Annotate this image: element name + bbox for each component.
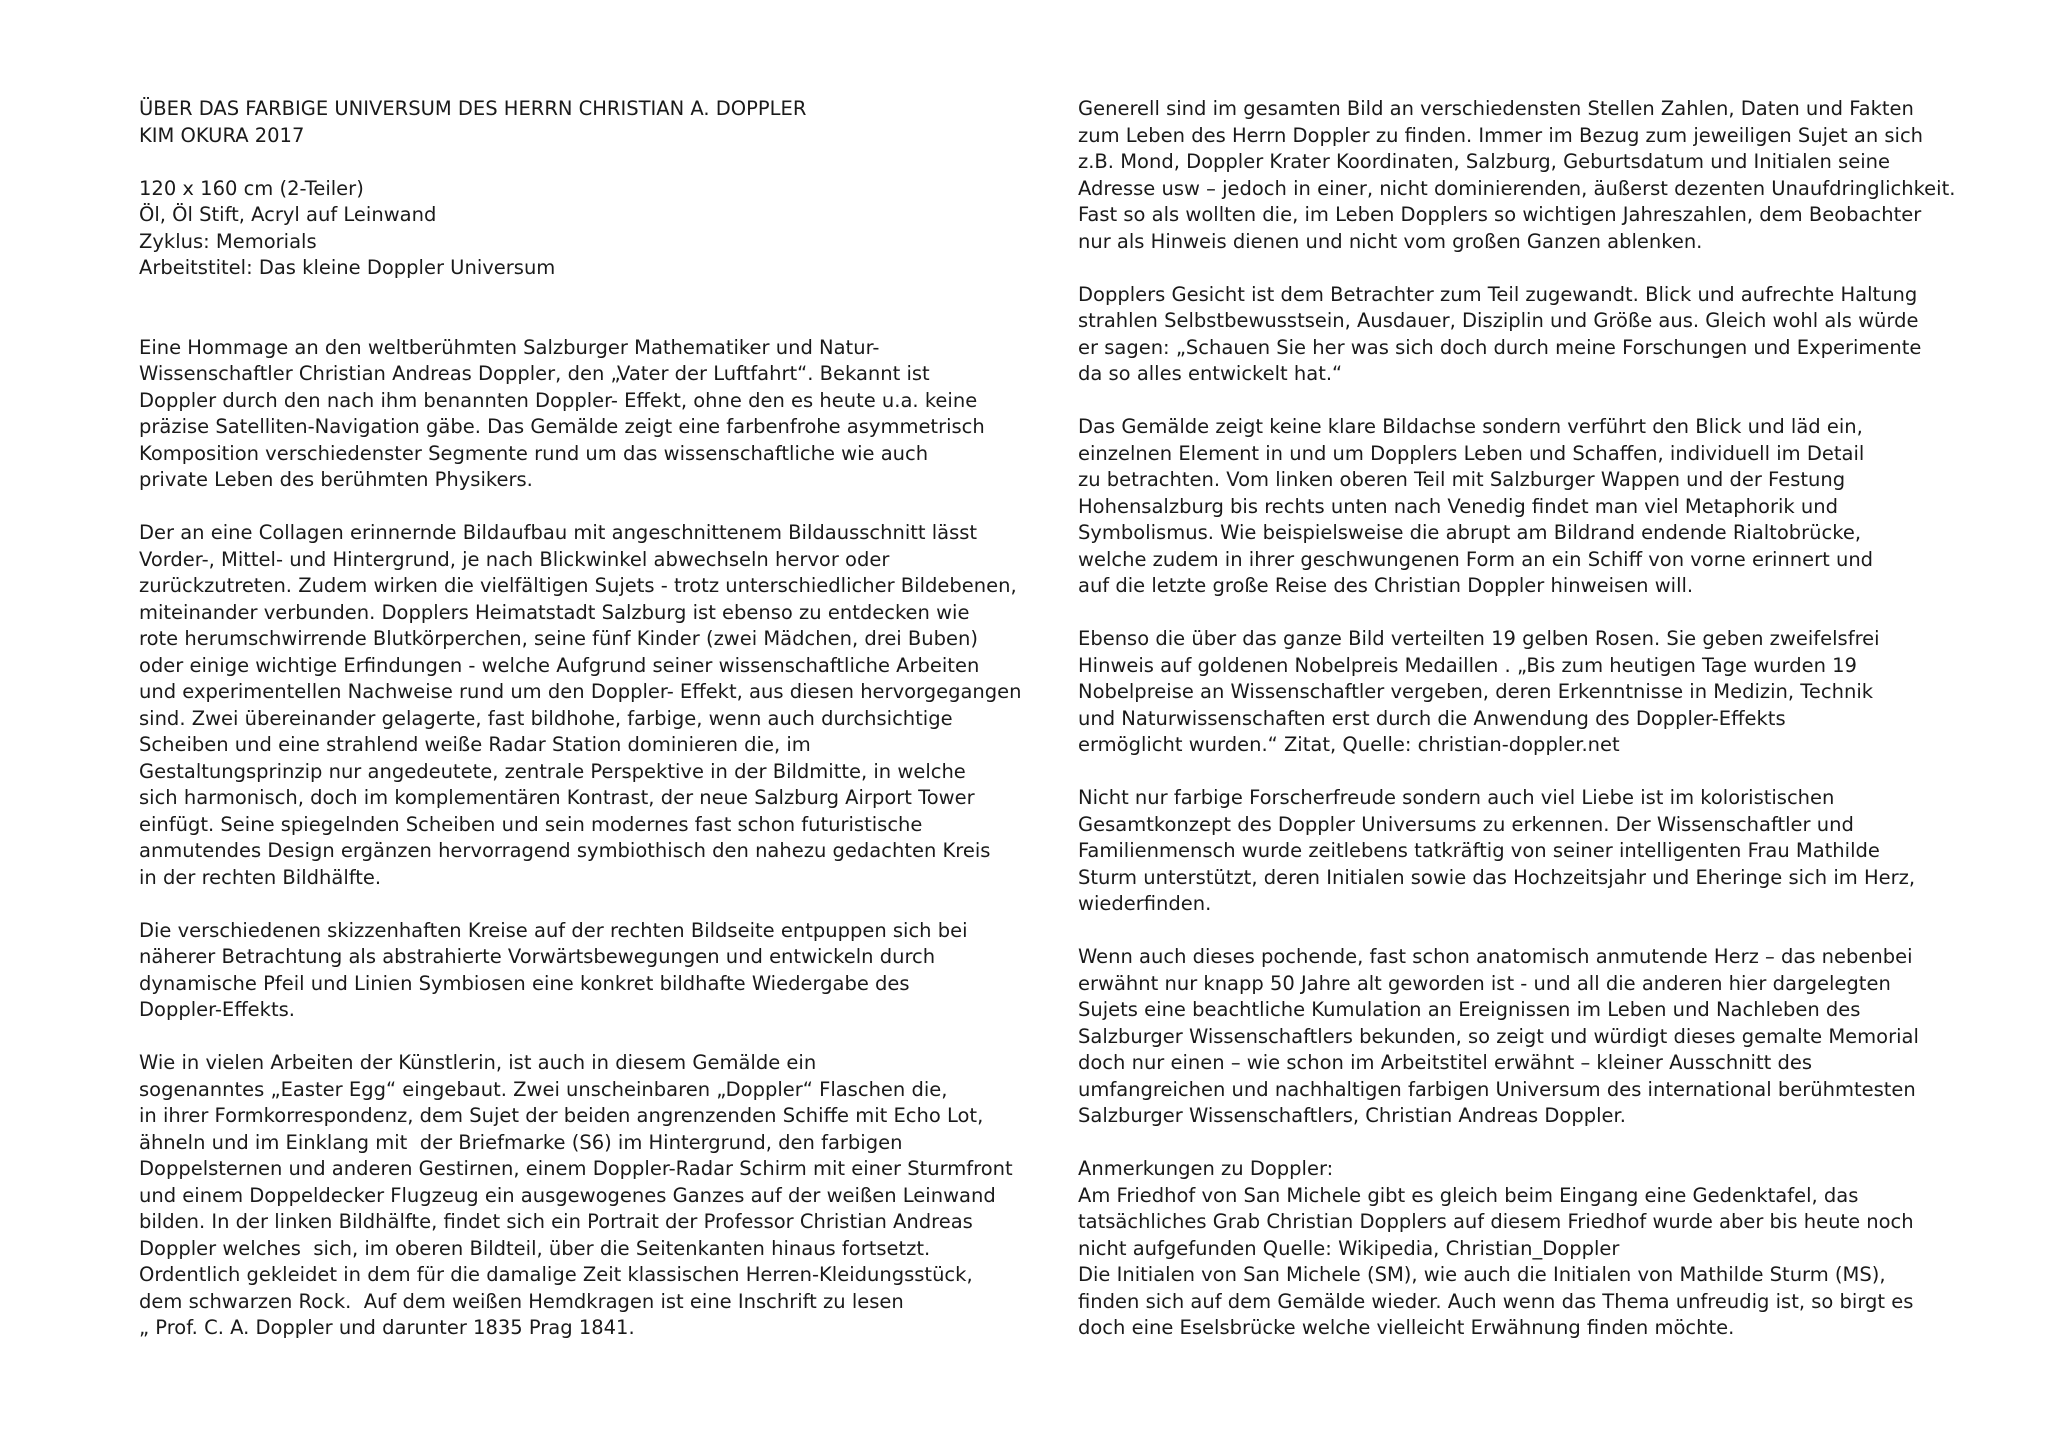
text-line: sind. Zwei übereinander gelagerte, fast bildhohe, farbige, wenn auch durchsichtige — [139, 706, 953, 730]
text-line: erwähnt nur knapp 50 Jahre alt geworden ist - und all die anderen hier dargelegten — [1078, 971, 1891, 995]
text-line: Dopplers Gesicht ist dem Betrachter zum Teil zugewandt. Blick und aufrechte Haltung — [1078, 282, 1918, 306]
text-line: Salzburger Wissenschaftlers, Christian Andreas Doppler. — [1078, 1104, 1626, 1127]
text-line: Familienmensch wurde zeitlebens tatkräftig von seiner intelligenten Frau Mathilde — [1078, 839, 1880, 862]
text-line: Nicht nur farbige Forscherfreude sondern auch viel Liebe ist im koloristischen — [1078, 786, 1835, 809]
text-line: ähneln und im Einklang mit der Briefmarke (S6) im Hintergrund, den farbigen — [139, 1130, 903, 1154]
text-line: Salzburger Wissenschaftlers bekunden, so zeigt und würdigt dieses gemalte Memorial — [1078, 1024, 1919, 1048]
text-line: finden sich auf dem Gemälde wieder. Auch wenn das Thema unfreudig ist, so birgt es — [1078, 1289, 1914, 1313]
text-line: Wenn auch dieses pochende, fast schon anatomisch anmutende Herz – das nebenbei — [1078, 945, 1913, 968]
text-line: da so alles entwickelt hat.“ — [1078, 362, 1343, 385]
text-line: dem schwarzen Rock. Auf dem weißen Hemdkragen ist eine Inschrift zu lesen — [139, 1289, 904, 1313]
text-line: Doppler welches sich, im oberen Bildteil, über die Seitenkanten hinaus fortsetzt. — [139, 1236, 931, 1260]
text-line: Der an eine Collagen erinnernde Bildaufbau mit angeschnittenem Bildausschnitt lässt — [139, 521, 978, 544]
text-line: Ebenso die über das ganze Bild verteilten 19 gelben Rosen. Sie geben zweifelsfrei — [1078, 627, 1880, 650]
text-line: rote herumschwirrende Blutkörperchen, seine fünf Kinder (zwei Mädchen, drei Buben) — [139, 627, 979, 650]
detail-line: Zyklus: Memorials — [139, 229, 317, 253]
text-line: Nobelpreise an Wissenschaftler vergeben, deren Erkenntnisse in Medizin, Technik — [1078, 680, 1874, 703]
text-line: in der rechten Bildhälfte. — [139, 865, 382, 889]
text-line: Hinweis auf goldenen Nobelpreis Medaillen . „Bis zum heutigen Tage wurden 19 — [1078, 653, 1857, 677]
paragraph — [139, 520, 1059, 891]
text-line: auf die letzte große Reise des Christian Doppler hinweisen will. — [1078, 574, 1694, 597]
paragraph — [1078, 626, 2018, 759]
text-line: und Naturwissenschaften erst durch die Anwendung des Doppler-Effekts — [1078, 706, 1786, 730]
text-line: näherer Betrachtung als abstrahierte Vorwärtsbewegungen und entwickeln durch — [139, 945, 936, 968]
text-line: Wissenschaftler Christian Andreas Doppler, den „Vater der Luftfahrt“. Bekannt ist — [139, 362, 930, 385]
text-line: zum Leben des Herrn Doppler zu finden. Immer im Bezug zum jeweiligen Sujet an sich — [1078, 123, 1924, 147]
text-line: Komposition verschiedenster Segmente rund um das wissenschaftliche wie auch — [139, 441, 929, 465]
text-line: Gesamtkonzept des Doppler Universums zu erkennen. Der Wissenschaftler und — [1078, 812, 1854, 836]
text-line: Das Gemälde zeigt keine klare Bildachse sondern verführt den Blick und läd ein, — [1078, 415, 1863, 438]
text-line: „ Prof. C. A. Doppler und darunter 1835 Prag 1841. — [139, 1316, 635, 1339]
text-line: ermöglicht wurden.“ Zitat, Quelle: christian-doppler.net — [1078, 733, 1620, 756]
text-line: zurückzutreten. Zudem wirken die vielfältigen Sujets - trotz unterschiedlicher Bildebenen, — [139, 574, 1017, 597]
text-line: Sturm unterstützt, deren Initialen sowie das Hochzeitsjahr und Eheringe sich im Herz, — [1078, 865, 1916, 889]
left-body-text — [139, 335, 1059, 1342]
text-line: miteinander verbunden. Dopplers Heimatstadt Salzburg ist ebenso zu entdecken wie — [139, 600, 970, 624]
text-line: Eine Hommage an den weltberühmten Salzburger Mathematiker und Natur- — [139, 335, 880, 359]
text-line: Anmerkungen zu Doppler: — [1078, 1157, 1334, 1180]
paragraph — [1078, 785, 2018, 918]
paragraph — [1078, 96, 2018, 255]
text-line: einzelnen Element in und um Dopplers Leben und Schaffen, individuell im Detail — [1078, 441, 1865, 465]
text-line: Die verschiedenen skizzenhaften Kreise auf der rechten Bildseite entpuppen sich bei — [139, 918, 968, 942]
paragraph — [1078, 1156, 2018, 1342]
text-line: Vorder-, Mittel- und Hintergrund, je nach Blickwinkel abwechseln hervor oder — [139, 547, 890, 571]
text-line: und einem Doppeldecker Flugzeug ein ausgewogenes Ganzes auf der weißen Leinwand — [139, 1183, 996, 1207]
left-column — [139, 96, 1059, 1342]
text-line: und experimentellen Nachweise rund um den Doppler- Effekt, aus diesen hervorgegangen — [139, 680, 1022, 703]
text-line: Ordentlich gekleidet in dem für die damalige Zeit klassischen Herren-Kleidungsstück, — [139, 1263, 973, 1286]
paragraph — [139, 335, 1059, 494]
text-line: er sagen: „Schauen Sie her was sich doch durch meine Forschungen und Experimente — [1078, 335, 1922, 359]
paragraph — [139, 918, 1059, 1024]
text-line: tatsächliches Grab Christian Dopplers auf diesem Friedhof wurde aber bis heute noch — [1078, 1210, 1914, 1233]
text-line: Generell sind im gesamten Bild an verschiedensten Stellen Zahlen, Daten und Fakten — [1078, 97, 1914, 120]
text-line: doch nur einen – wie schon im Arbeitstitel erwähnt – kleiner Ausschnitt des — [1078, 1051, 1812, 1074]
text-line: doch eine Eselsbrücke welche vielleicht Erwähnung finden möchte. — [1078, 1316, 1735, 1339]
text-line: Adresse usw – jedoch in einer, nicht dominierenden, äußerst dezenten Unaufdringlichkeit. — [1078, 176, 1956, 200]
text-line: zu betrachten. Vom linken oberen Teil mit Salzburger Wappen und der Festung — [1078, 468, 1846, 491]
text-line: anmutendes Design ergänzen hervorragend symbiothisch den nahezu gedachten Kreis — [139, 839, 991, 862]
paragraph — [1078, 944, 2018, 1130]
text-line: einfügt. Seine spiegelnden Scheiben und sein modernes fast schon futuristische — [139, 812, 923, 836]
text-line: strahlen Selbstbewusstsein, Ausdauer, Disziplin und Größe aus. Gleich wohl als würde — [1078, 309, 1919, 332]
text-line: Am Friedhof von San Michele gibt es gleich beim Eingang eine Gedenktafel, das — [1078, 1183, 1859, 1207]
right-column — [1078, 96, 2018, 1342]
text-line: Sujets eine beachtliche Kumulation an Ereignissen im Leben und Nachleben des — [1078, 998, 1861, 1021]
text-line: Die Initialen von San Michele (SM), wie auch die Initialen von Mathilde Sturm (MS), — [1078, 1263, 1886, 1286]
text-line: wiederfinden. — [1078, 892, 1212, 915]
text-line: umfangreichen und nachhaltigen farbigen Universum des international berühmtesten — [1078, 1077, 1916, 1101]
artwork-details — [139, 176, 1059, 282]
text-line: Symbolismus. Wie beispielsweise die abrupt am Bildrand endende Rialtobrücke, — [1078, 521, 1862, 544]
text-line: dynamische Pfeil und Linien Symbiosen eine konkret bildhafte Wiedergabe des — [139, 971, 910, 995]
paragraph — [1078, 414, 2018, 600]
text-line: sogenanntes „Easter Egg“ eingebaut. Zwei unscheinbaren „Doppler“ Flaschen die, — [139, 1077, 948, 1101]
detail-line: Öl, Öl Stift, Acryl auf Leinwand — [139, 203, 437, 226]
text-line: nicht aufgefunden Quelle: Wikipedia, Christian_Doppler — [1078, 1236, 1620, 1260]
right-body-text — [1078, 96, 2018, 1342]
text-line: Scheiben und eine strahlend weiße Radar Station dominieren die, im — [139, 733, 811, 756]
text-line: Gestaltungsprinzip nur angedeutete, zentrale Perspektive in der Bildmitte, in welche — [139, 759, 966, 783]
text-line: welche zudem in ihrer geschwungenen Form an ein Schiff von vorne erinnert und — [1078, 547, 1874, 571]
text-line: Doppler durch den nach ihm benannten Doppler- Effekt, ohne den es heute u.a. keine — [139, 388, 978, 412]
paragraph — [1078, 282, 2018, 388]
text-line: bilden. In der linken Bildhälfte, findet sich ein Portrait der Professor Christian Andreas — [139, 1210, 973, 1233]
detail-line: 120 x 160 cm (2-Teiler) — [139, 176, 364, 200]
detail-line: Arbeitstitel: Das kleine Doppler Universum — [139, 256, 556, 279]
text-line: Wie in vielen Arbeiten der Künstlerin, ist auch in diesem Gemälde ein — [139, 1051, 817, 1074]
text-line: private Leben des berühmten Physikers. — [139, 468, 533, 491]
paragraph — [139, 1050, 1059, 1342]
text-line: nur als Hinweis dienen und nicht vom großen Ganzen ablenken. — [1078, 229, 1703, 253]
text-line: oder einige wichtige Erfindungen - welche Aufgrund seiner wissenschaftliche Arbeiten — [139, 653, 980, 677]
author-line: KIM OKURA 2017 — [139, 123, 305, 147]
header-title — [139, 96, 1059, 149]
text-line: in ihrer Formkorrespondenz, dem Sujet der beiden angrenzenden Schiffe mit Echo Lot, — [139, 1104, 984, 1127]
text-line: z.B. Mond, Doppler Krater Koordinaten, Salzburg, Geburtsdatum und Initialen seine — [1078, 150, 1890, 173]
title-line: ÜBER DAS FARBIGE UNIVERSUM DES HERRN CHRISTIAN A. DOPPLER — [139, 97, 807, 120]
text-line: präzise Satelliten-Navigation gäbe. Das Gemälde zeigt eine farbenfrohe asymmetrisch — [139, 415, 985, 438]
text-line: Doppelsternen und anderen Gestirnen, einem Doppler-Radar Schirm mit einer Sturmfront — [139, 1157, 1013, 1180]
text-line: Doppler-Effekts. — [139, 998, 295, 1021]
text-line: Fast so als wollten die, im Leben Dopplers so wichtigen Jahreszahlen, dem Beobachter — [1078, 203, 1922, 226]
text-line: sich harmonisch, doch im komplementären Kontrast, der neue Salzburg Airport Tower — [139, 786, 975, 809]
text-line: Hohensalzburg bis rechts unten nach Venedig findet man viel Metaphorik und — [1078, 494, 1838, 518]
